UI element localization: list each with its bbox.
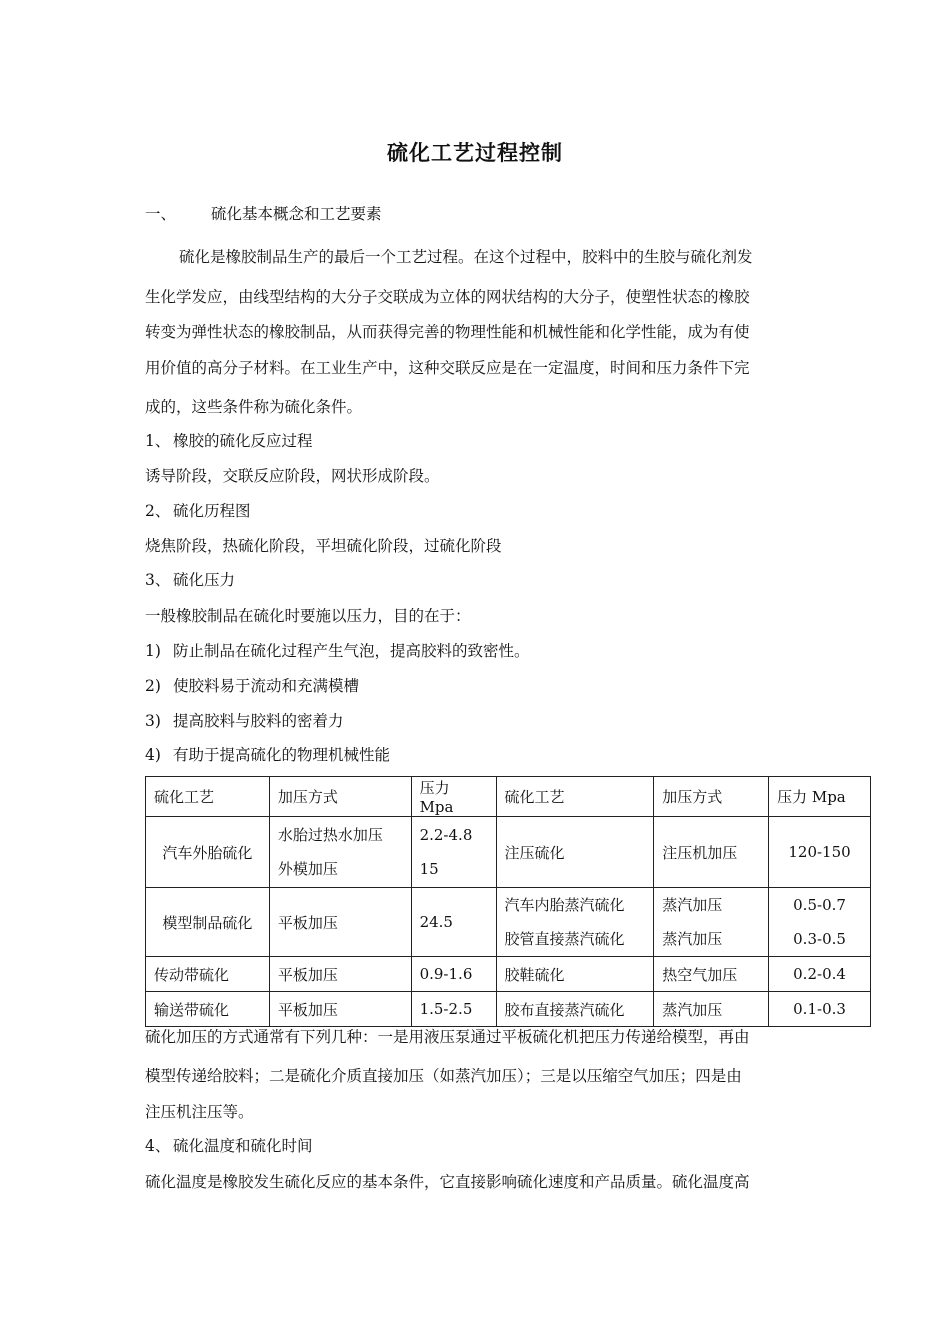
list-number: 2): [145, 677, 161, 695]
table-cell: 平板加压: [269, 992, 411, 1027]
table-cell: 平板加压: [269, 888, 411, 957]
section-heading-text: 硫化基本概念和工艺要素: [211, 205, 382, 223]
table-cell: [496, 888, 654, 957]
table-row: [146, 957, 871, 992]
subheading-4: [145, 1136, 313, 1156]
paragraph-line: 注压机注压等。: [145, 1103, 254, 1121]
cell-line: 2.2-4.8: [419, 826, 473, 844]
table-cell: 汽车外胎硫化: [146, 817, 270, 888]
list-number: 3): [145, 712, 161, 730]
list-text: 提高胶料与胶料的密着力: [173, 712, 344, 730]
list-text: 使胶料易于流动和充满模槽: [173, 677, 360, 695]
intro-line: 用价值的高分子材料。在工业生产中，这种交联反应是在一定温度，时间和压力条件下完: [145, 359, 750, 377]
cell-line: 蒸汽加压: [662, 896, 723, 914]
subheading-text: 硫化历程图: [173, 502, 251, 520]
subheading-text: 橡胶的硫化反应过程: [173, 432, 313, 450]
intro-line: 成的，这些条件称为硫化条件。: [145, 398, 363, 416]
subheading-3: [145, 570, 235, 590]
table-cell: 120-150: [769, 817, 871, 888]
table-cell: 模型制品硫化: [146, 888, 270, 957]
table-cell: [411, 817, 496, 888]
table-header-cell: 加压方式: [269, 777, 411, 817]
list-text: 有助于提高硫化的物理机械性能: [173, 746, 391, 764]
table-header-cell: 硫化工艺: [146, 777, 270, 817]
intro-line: 硫化是橡胶制品生产的最后一个工艺过程。在这个过程中，胶料中的生胶与硫化剂发: [179, 248, 753, 266]
cell-line: 0.5-0.7: [793, 896, 846, 914]
cell-line: 0.3-0.5: [793, 930, 846, 948]
table-cell: [269, 817, 411, 888]
section-heading: [145, 204, 382, 224]
cell-line: 外模加压: [277, 860, 338, 878]
table-cell: [654, 888, 769, 957]
table-header-row: [146, 777, 871, 817]
subheading-number: 1、: [145, 432, 171, 450]
table-cell: 注压机加压: [654, 817, 769, 888]
cell-line: 15: [419, 860, 439, 878]
subheading-number: 4、: [145, 1137, 171, 1155]
table-cell: [769, 888, 871, 957]
cell-line: 蒸汽加压: [662, 930, 723, 948]
paragraph: 烧焦阶段，热硫化阶段，平坦硫化阶段，过硫化阶段: [145, 537, 502, 555]
subheading-1: [145, 431, 313, 451]
list-item: [145, 676, 359, 696]
table-header-cell: 加压方式: [654, 777, 769, 817]
table-cell: 24.5: [411, 888, 496, 957]
table-cell: 1.5-2.5: [411, 992, 496, 1027]
page-title: 硫化工艺过程控制: [387, 140, 563, 165]
subheading-number: 2、: [145, 502, 171, 520]
list-text: 防止制品在硫化过程产生气泡，提高胶料的致密性。: [173, 642, 530, 660]
pressure-table: [145, 776, 871, 1027]
section-number: 一、: [145, 205, 177, 223]
table-row: [146, 992, 871, 1027]
paragraph: 硫化温度是橡胶发生硫化反应的基本条件，它直接影响硫化速度和产品质量。硫化温度高: [145, 1173, 750, 1191]
table-cell: 0.2-0.4: [769, 957, 871, 992]
list-item: [145, 641, 530, 661]
table-cell: 0.1-0.3: [769, 992, 871, 1027]
table-cell: 胶布直接蒸汽硫化: [496, 992, 654, 1027]
list-number: 4): [145, 746, 161, 764]
subheading-number: 3、: [145, 571, 171, 589]
table-cell: 胶鞋硫化: [496, 957, 654, 992]
subheading-text: 硫化温度和硫化时间: [173, 1137, 313, 1155]
table-header-cell: 压力 Mpa: [411, 777, 496, 817]
paragraph-line: 硫化加压的方式通常有下列几种：一是用液压泵通过平板硫化机把压力传递给模型，再由: [145, 1028, 750, 1046]
intro-line: 转变为弹性状态的橡胶制品，从而获得完善的物理性能和机械性能和化学性能，成为有使: [145, 323, 750, 341]
cell-line: 汽车内胎蒸汽硫化: [504, 896, 625, 914]
cell-line: 胶管直接蒸汽硫化: [504, 930, 625, 948]
subheading-2: [145, 501, 251, 521]
table-row: [146, 888, 871, 957]
table-cell: 传动带硫化: [146, 957, 270, 992]
paragraph: 诱导阶段，交联反应阶段，网状形成阶段。: [145, 467, 440, 485]
list-item: [145, 711, 344, 731]
paragraph: 一般橡胶制品在硫化时要施以压力，目的在于：: [145, 607, 471, 625]
subheading-text: 硫化压力: [173, 571, 236, 589]
table-row: [146, 817, 871, 888]
table-header-cell: 硫化工艺: [496, 777, 654, 817]
list-number: 1): [145, 642, 161, 660]
cell-line: 水胎过热水加压: [277, 826, 383, 844]
table-cell: 热空气加压: [654, 957, 769, 992]
intro-line: 生化学发应，由线型结构的大分子交联成为立体的网状结构的大分子，使塑性状态的橡胶: [145, 288, 750, 306]
paragraph-line: 模型传递给胶料；二是硫化介质直接加压（如蒸汽加压）；三是以压缩空气加压；四是由: [145, 1067, 742, 1085]
table-header-cell: 压力 Mpa: [769, 777, 871, 817]
table-cell: 0.9-1.6: [411, 957, 496, 992]
table-cell: 平板加压: [269, 957, 411, 992]
table-cell: 输送带硫化: [146, 992, 270, 1027]
table-cell: 注压硫化: [496, 817, 654, 888]
table-cell: 蒸汽加压: [654, 992, 769, 1027]
list-item: [145, 745, 390, 765]
